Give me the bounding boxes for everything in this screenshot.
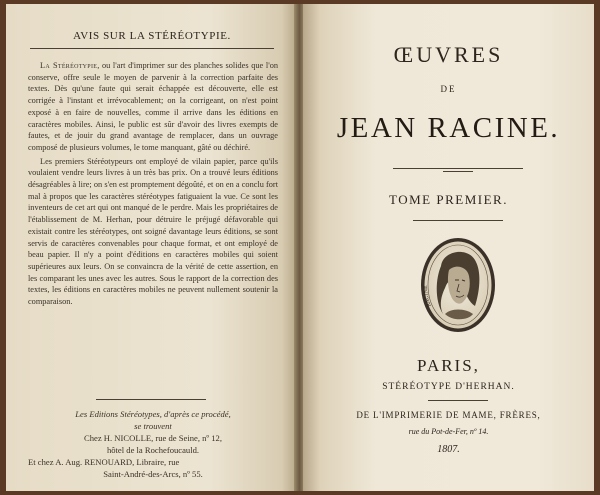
imprint-rule [428, 400, 488, 401]
foot-line-4: hôtel de la Rochefoucauld. [106, 445, 200, 455]
foot-line-1: Les Editions Stéréotypes, d'après ce procédé, [75, 409, 231, 419]
imprint-printer: DE L'IMPRIMERIE DE MAME, FRÈRES, [356, 410, 541, 420]
tome-label: TOME PREMIER. [389, 192, 508, 207]
right-page [303, 4, 594, 491]
para1-lead: La Stéréotypie [40, 61, 98, 70]
foot-line-6: Saint-André-des-Arcs, nº 55. [103, 469, 203, 479]
avis-paragraph-1 [28, 60, 278, 154]
imprint-stereotype: STÉRÉOTYPE D'HERHAN. [382, 382, 515, 392]
imprint-year: 1807. [437, 444, 460, 455]
avis-paragraph-2: Les premiers Stéréotypeurs ont employé de vilain papier, parce qu'ils voulaient vendre leurs livres à un très bas prix. On a trouvé leurs éditions désagréables à lire; on s'en est promptement dégoûté, et on en a conclu fort mal à propos que les caractères stéréotypes fatiguaient la vue. Ce sont les inventeurs de cet art qui ont manqué de le perdre. Mais les propriétaires de l'établissement de M. Herhan, pour détruire le préjugé défavorable qui existait contre les stéréotypes, ont soigné davantage leurs éditions, se sont servis de caractères convenables pour chaque format, et ont employé de beau papier. Il n'y a point d'éditions en caractères mobiles qui soient supérieures aux leurs. On se convaincra de la vérité de cette assertion, en les comparant les unes avec les autres. Sous le rapport de la correction des textes, les éditions en caractères mobiles ne peuvent nullement soutenir la comparaison. [28, 156, 278, 307]
footer-rule [96, 399, 206, 400]
para1-text: , ou l'art d'imprimer sur des planches solides que l'on conserve, offre seule le moyen de parvenir à la correction parfaite des textes. Dès qu'une faute qui serait échappée est découverte, elle est corrigée à l'instant et irrévocablement; on la corrigeant, on n'est point exposé à en faire de nouvelles, comme il arrive dans les éditions en caractères mobiles. Ainsi, le public est sûr d'avoir des livres exempts de fautes, et de jouir du grand avantage de remplacer, dans un ouvrage composé de plusieurs volumes, le tome manquant, gâté ou déchiré. [28, 61, 278, 152]
title-rule [30, 48, 274, 49]
title-rule-2 [413, 220, 503, 221]
title-rule-1 [393, 168, 523, 169]
avis-body [28, 60, 278, 310]
title-author: JEAN RACINE. [336, 112, 561, 144]
avis-footer [28, 408, 278, 480]
left-page [6, 4, 296, 491]
foot-line-3: Chez H. NICOLLE, rue de Seine, nº 12, [84, 433, 222, 443]
title-de: DE [440, 84, 457, 94]
imprint-city: PARIS, [417, 356, 480, 375]
foot-line-5: Et chez A. Aug. RENOUARD, Libraire, rue [28, 457, 180, 467]
svg-text:RACINE: RACINE [422, 285, 433, 308]
book-spread [6, 4, 594, 491]
racine-portrait-medallion-icon [419, 236, 497, 334]
foot-line-2: se trouvent [134, 421, 172, 431]
avis-title: AVIS SUR LA STÉRÉOTYPIE. [73, 30, 231, 42]
title-oeuvres: ŒUVRES [393, 42, 504, 67]
imprint-address: rue du Pot-de-Fer, nº 14. [408, 427, 489, 436]
title-rule-1b [443, 171, 473, 172]
